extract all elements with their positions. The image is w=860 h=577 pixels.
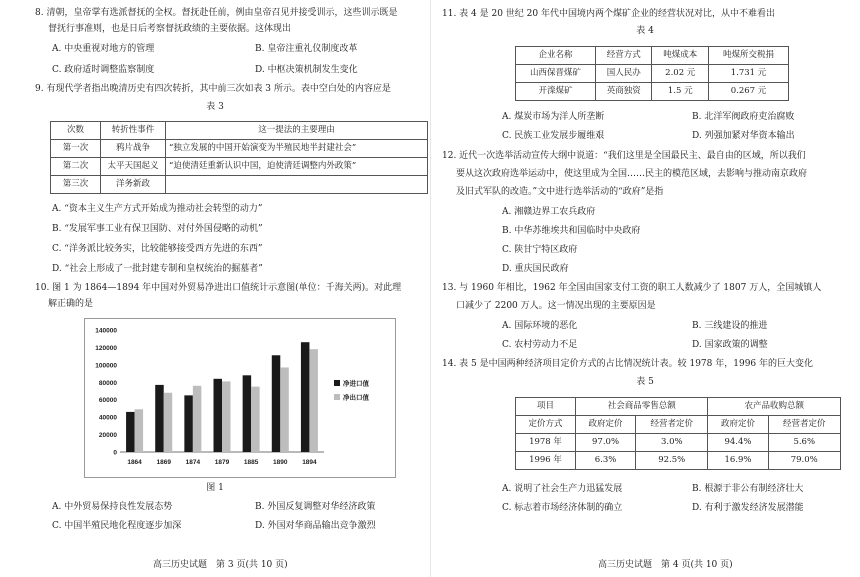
page-footer-right: 高三历史试题 第 4 页(共 10 页) [598, 559, 733, 570]
table-cell: 92.5% [636, 452, 708, 470]
q14-option-d[interactable]: D. 有利于激发经济发展潜能 [692, 503, 804, 513]
q13-stem-line2: 口减少了 2200 万人。这一情况出现的主要原因是 [456, 301, 656, 311]
table-row [516, 65, 789, 83]
table-header-cell: 经营者定价 [636, 416, 708, 434]
table-header-row [516, 47, 789, 65]
q12-stem-line2: 要从这次政府选举运动中，使这里成为全国……民主的模范区域，去影响与推动南京政府 [456, 169, 808, 179]
table-header-row [516, 416, 841, 434]
table-header-row [51, 122, 428, 140]
bar-1874-import [184, 395, 193, 452]
table-header-cell: 次数 [51, 122, 101, 140]
table-cell: 3.0% [636, 434, 708, 452]
table5-title: 表 5 [636, 377, 654, 387]
x-tick-label: 1894 [302, 459, 317, 466]
table-cell: 2.02 元 [652, 65, 709, 83]
q13-option-d[interactable]: D. 国家政策的调整 [692, 340, 768, 350]
q12-option-b[interactable]: B. 中华苏维埃共和国临时中央政府 [502, 226, 641, 236]
bar-1879-import [214, 379, 223, 452]
q13-option-b[interactable]: B. 三线建设的推进 [692, 321, 768, 331]
q10-option-b[interactable]: B. 外国反复调整对华经济政策 [255, 502, 376, 512]
x-tick-label: 1864 [127, 459, 142, 466]
q10-option-a[interactable]: A. 中外贸易保持良性发展态势 [52, 502, 173, 512]
y-tick-label: 80000 [98, 379, 117, 387]
x-tick-label: 1890 [273, 459, 288, 466]
table-header-cell: 政府定价 [576, 416, 636, 434]
table-header-cell: 定价方式 [516, 416, 576, 434]
table-header-cell: 吨煤成本 [652, 47, 709, 65]
table-header-cell: 企业名称 [516, 47, 596, 65]
q11-stem: 11. 表 4 是 20 世纪 20 年代中国境内两个煤矿企业的经营状况对比，从中不难看出 [442, 9, 775, 19]
q11-option-a[interactable]: A. 煤炭市场为洋人所垄断 [502, 112, 605, 122]
table-header-cell: 转折性事件 [101, 122, 166, 140]
y-tick-label: 100000 [95, 362, 117, 370]
table-cell: 1978 年 [516, 434, 576, 452]
q9-option-a[interactable]: A. “资本主义生产方式开始成为推动社会转型的动力” [52, 204, 263, 214]
bar-1890-export [280, 367, 289, 452]
table-row [516, 434, 841, 452]
table3-title: 表 3 [206, 102, 224, 112]
bar-1864-import [126, 412, 135, 452]
table-cell: 0.267 元 [709, 83, 789, 101]
y-tick-label: 40000 [98, 414, 117, 422]
table-cell: 山西保晋煤矿 [516, 65, 596, 83]
q8-stem-line2: 督抚行事准则，也是日后考察督抚政绩的主要依据。这体现出 [48, 24, 292, 34]
legend-swatch [334, 394, 340, 400]
table-cell: 1996 年 [516, 452, 576, 470]
q12-stem-line3: 及旧式军队的改造。”文中进行选举活动的“政府”是指 [456, 187, 664, 197]
table-header-cell: 政府定价 [708, 416, 768, 434]
q13-option-a[interactable]: A. 国际环境的恶化 [502, 321, 578, 331]
q12-option-c[interactable]: C. 陕甘宁特区政府 [502, 245, 578, 255]
q12-option-d[interactable]: D. 重庆国民政府 [502, 264, 569, 274]
table-header-cell: 农产品收购总额 [708, 398, 841, 416]
q8-option-a[interactable]: A. 中央重视对地方的管理 [52, 44, 155, 54]
table-header-cell: 社会商品零售总额 [576, 398, 708, 416]
table5 [515, 397, 841, 470]
y-tick-label: 20000 [98, 432, 117, 440]
q10-stem-line1: 10. 图 1 为 1864—1894 年中国对外贸易净进出口值统计示意图(单位：千海关两)。对此理 [35, 283, 402, 293]
table-cell: 16.9% [708, 452, 768, 470]
table-row [51, 158, 428, 176]
q8-stem-line1: 8. 清朝，皇帝掌有选派督抚的全权。督抚赴任前，例由皇帝召见并接受训示，这些训示既是 [35, 8, 398, 18]
table-cell: 第二次 [51, 158, 101, 176]
table-header-cell: 经营者定价 [768, 416, 841, 434]
table-cell: “独立发展的中国开始演变为半殖民地半封建社会” [166, 140, 428, 158]
figure1-caption: 图 1 [206, 483, 224, 493]
table-cell: 1.5 元 [652, 83, 709, 101]
table-cell: 开滦煤矿 [516, 83, 596, 101]
table4-title: 表 4 [636, 26, 654, 36]
bar-1894-import [301, 342, 310, 452]
bar-1879-export [222, 381, 231, 452]
table-cell: 第三次 [51, 176, 101, 194]
table-cell: 79.0% [768, 452, 841, 470]
q10-option-d[interactable]: D. 外国对华商品输出竞争激烈 [255, 521, 376, 531]
table4 [515, 46, 789, 101]
table-row [516, 83, 789, 101]
bar-1864-export [135, 409, 144, 452]
q12-option-a[interactable]: A. 湘赣边界工农兵政府 [502, 207, 596, 217]
y-tick-label: 140000 [95, 327, 117, 335]
table-row [516, 452, 841, 470]
q14-stem: 14. 表 5 是中国两种经济项目定价方式的占比情况统计表。较 1978 年，1996 年的巨大变化 [442, 359, 814, 369]
y-tick-label: 120000 [95, 344, 117, 352]
bar-1894-export [309, 349, 318, 452]
y-tick-label: 0 [113, 449, 117, 457]
trade-bar-chart [84, 318, 396, 478]
q10-stem-line2: 解正确的是 [48, 299, 94, 309]
q8-option-b[interactable]: B. 皇帝注重礼仪制度改革 [255, 44, 358, 54]
bar-1885-import [243, 375, 252, 452]
table-cell-blank [166, 176, 428, 194]
table-cell: “迫使清廷重新认识中国，迫使清廷调整内外政策” [166, 158, 428, 176]
q8-option-d[interactable]: D. 中枢决策机制发生变化 [255, 65, 358, 75]
q12-stem-line1: 12. 近代一次选举活动宣传大纲中说道：“我们这里是全国最民主、最自由的区域，所以我们 [442, 151, 806, 161]
table3 [50, 121, 428, 194]
q10-option-c[interactable]: C. 中国半殖民地化程度逐步加深 [52, 521, 182, 531]
table-cell: 第一次 [51, 140, 101, 158]
q9-stem: 9. 有现代学者指出晚清历史有四次转折，其中前三次如表 3 所示。表中空白处的内容应是 [35, 84, 391, 94]
q13-option-c[interactable]: C. 农村劳动力不足 [502, 340, 578, 350]
q9-option-d[interactable]: D. “社会上形成了一批封建专制和皇权统治的掘墓者” [52, 264, 263, 274]
page-footer-left: 高三历史试题 第 3 页(共 10 页) [153, 559, 288, 570]
legend-label: 净出口值 [343, 393, 369, 402]
table-cell: 6.3% [576, 452, 636, 470]
y-tick-label: 60000 [98, 397, 117, 405]
table-header-row [516, 398, 841, 416]
table-header-cell: 这一提法的主要理由 [166, 122, 428, 140]
table-header-cell: 项目 [516, 398, 576, 416]
q11-option-b[interactable]: B. 北洋军阀政府吏治腐败 [692, 112, 795, 122]
table-cell: 鸦片战争 [101, 140, 166, 158]
legend-swatch [334, 380, 340, 386]
bar-1885-export [251, 387, 260, 452]
x-tick-label: 1885 [243, 459, 259, 466]
table-row [51, 176, 428, 194]
x-tick-label: 1879 [214, 459, 230, 466]
table-cell: 1.731 元 [709, 65, 789, 83]
table-header-cell: 吨煤所交税捐 [709, 47, 789, 65]
x-tick-label: 1869 [156, 459, 171, 466]
q14-option-a[interactable]: A. 说明了社会生产力迅猛发展 [502, 484, 623, 494]
table-cell: 5.6% [768, 434, 841, 452]
table-cell: 英商独资 [595, 83, 652, 101]
q9-option-b[interactable]: B. “发展军事工业有保卫国防、对付外国侵略的动机” [52, 224, 263, 234]
table-cell: 国人民办 [595, 65, 652, 83]
table-row [51, 140, 428, 158]
q13-stem-line1: 13. 与 1960 年相比，1962 年全国由国家支付工资的职工人数减少了 1807 万人，全国城镇人 [442, 283, 822, 293]
q11-option-c[interactable]: C. 民族工业发展步履维艰 [502, 131, 605, 141]
table-cell: 94.4% [708, 434, 768, 452]
bar-1874-export [193, 386, 202, 452]
table-cell: 97.0% [576, 434, 636, 452]
bar-1890-import [272, 355, 281, 452]
bar-1869-import [155, 385, 164, 452]
right-page [430, 0, 860, 577]
bar-1869-export [164, 393, 173, 452]
q8-option-c[interactable]: C. 政府适时调整监察制度 [52, 65, 155, 75]
q9-option-c[interactable]: C. “洋务派比较务实，比较能够接受西方先进的东西” [52, 244, 263, 254]
table-header-cell: 经营方式 [595, 47, 652, 65]
x-tick-label: 1874 [185, 459, 201, 466]
table-cell: 洋务新政 [101, 176, 166, 194]
legend-label: 净进口值 [343, 379, 369, 388]
q11-option-d[interactable]: D. 列强加紧对华资本输出 [692, 131, 795, 141]
q14-option-b[interactable]: B. 根源于非公有制经济壮大 [692, 484, 804, 494]
table-cell: 太平天国起义 [101, 158, 166, 176]
q14-option-c[interactable]: C. 标志着市场经济体制的确立 [502, 503, 623, 513]
